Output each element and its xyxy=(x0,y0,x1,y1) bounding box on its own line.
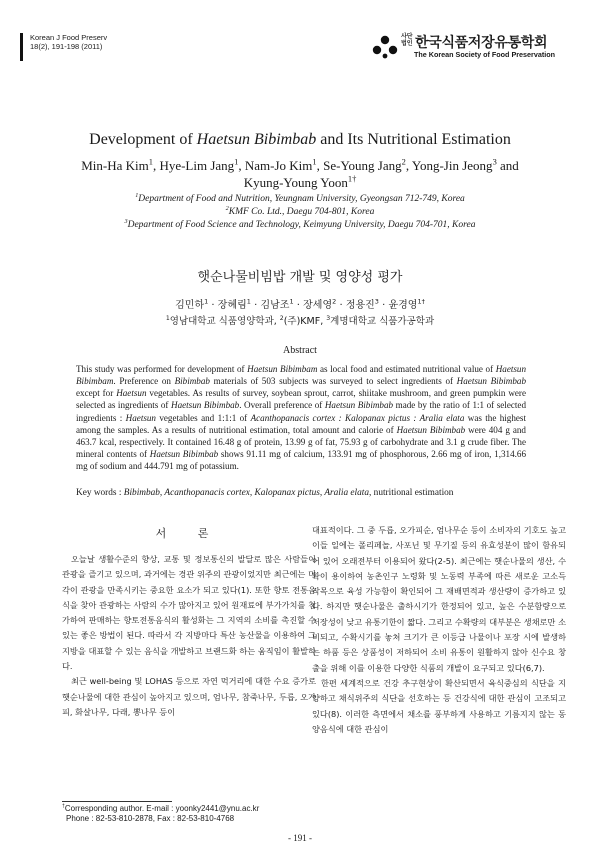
korean-affiliations: $^1$영남대학교 식품영양학과, $^2$(주)KMF, $^3$계명대학교 식품가공학과 xyxy=(165,314,435,327)
abstract-body: This study was performed for development of Haetsun Bibimbam as local food and estimated nutritional value of Haetsun Bibimbam. Preference on Bibimbab materials of 503 subjects was surveyed to select ingredients of Haetsun Bibimbab except for Haetsun vegetables. As results of survey, soybean sprout, carrot, shiitake mushroom, and green pumpkin were selected as ingredients of Haetsun Bibimbab. Overall preference of Haetsun Bibimbab made by the ratio of 1:1 of selected ingredients : Haetsun vegetables and 1:1:1 of Acanthopanacis cortex : Kalopanax pictus : Aralia elata was the highest among the samples. As a results of nutritional estimation, total amount and calorie of Haetsun Bibimbab were 404 g and 463.7 kcal, respectively. It contained 16.48 g of protein, 13.99 g of fat, 75.93 g of carbohydrate and 3.1 g crude fiber. The mineral contents of Haetsun Bibimbab shows 91.11 mg of calcium, 133.91 mg of phosphorous, 2.66 mg of iron, 1,314.66 mg of sodium and 444.791 mg of potassium. xyxy=(76,364,527,472)
corresponding-author-footnote: †Corresponding author. E-mail : yoonky2441@ynu.ac.kr Phone : 82-53-810-2878, Fax : 82-53-810-4768 xyxy=(62,803,260,823)
journal-marker-bar xyxy=(20,33,23,61)
abstract-heading: Abstract xyxy=(283,345,317,356)
page-number: - 191 - xyxy=(288,833,312,843)
keywords-items: Bibimbab, Acanthopanacis cortex, Kalopanax pictus, Aralia elata xyxy=(123,488,370,498)
intro-paragraph-3: 한편 세계적으로 건강 추구현상이 확산되면서 육식중심의 식단을 지양하고 채식위주의 식단을 선호하는 등 건강식에 대한 관심이 고조되고 있다(8). 이러한 측면에서 채소를 풍부하게 사용하고 기름지지 않는 동양음식에 대한 관심이 xyxy=(312,677,566,734)
journal-volume: 18(2), 191-198 (2011) xyxy=(30,42,103,51)
paper-title: Development of Haetsun Bibimbab and Its Nutritional Estimation xyxy=(89,131,511,148)
korean-author-list: 김민하$^1$ · 장혜림$^1$ · 김남조$^1$ · 장세영$^2$ · 정용진$^3$ · 윤경영$^{1\dagger}$ xyxy=(175,297,425,311)
intro-paragraph-2: 최근 well-being 및 LOHAS 등으로 자연 먹거리에 대한 수요 증가로 햇순나물에 대한 관심이 높아지고 있으며, 엄나무, 참죽나무, 두릅, 오가피, 화살나무, 다래, 뽕나무 등이 xyxy=(62,676,316,717)
society-name-korean: 한국식품저장유통학회 xyxy=(415,35,548,51)
society-name-english: The Korean Society of Food Preservation xyxy=(414,50,555,59)
society-logo-icon xyxy=(368,33,402,59)
korean-title: 햇순나물비빔밥 개발 및 영양성 평가 xyxy=(197,270,403,285)
section-heading-introduction: 서 론 xyxy=(155,527,223,540)
affiliation-1: $^1$Department of Food and Nutrition, Yeungnam University, Gyeongsan 712-749, Korea xyxy=(135,192,465,204)
keywords-line: Key words : Bibimbab, Acanthopanacis cortex, Kalopanax pictus, Aralia elata, nutritional estimation xyxy=(76,488,454,498)
body-column-right xyxy=(312,523,566,737)
affiliation-3: $^3$Department of Food Science and Technology, Keimyung University, Daegu 704-701, Korea xyxy=(124,218,476,230)
keywords-label: Key words : xyxy=(76,488,124,498)
journal-name: Korean J Food Preserv xyxy=(30,33,108,42)
footnote-divider xyxy=(62,801,172,802)
body-column-left xyxy=(62,552,316,720)
society-type-label: 사단 법인 xyxy=(401,34,413,47)
affiliation-2: $^2$KMF Co. Ltd., Daegu 704-801, Korea xyxy=(225,205,375,217)
author-list-continued: Kyung-Young Yoon$^{1\dagger}$ xyxy=(243,173,357,190)
intro-paragraph-1: 오늘날 생활수준의 향상, 교통 및 정보통신의 발달로 많은 사람들이 관광을 즐기고 있으며, 과거에는 경관 위주의 관광이었지만 최근에는 미각이 관광을 만족시키는 중요한 요소가 되고 있다(1). 또한 향토 전통음식을 찾아 관광하는 사람의 수가 많아지고 있어 원재료에 부가가치를 첨가하여 판매하는 향토전통음식의 활성화는 그 지역의 소비를 촉진할 수 있는 좋은 방법이 된다. 따라서 각 지방마다 특산 농산물을 이용하여 그 지방을 대표할 수 있는 음식을 개발하고 브랜드화 하는 움직임이 활발하다. xyxy=(62,554,316,672)
author-list: Min-Ha Kim$^1$, Hye-Lim Jang$^1$, Nam-Jo Kim$^1$, Se-Young Jang$^2$, Yong-Jin Jeong$^3$ and xyxy=(81,156,519,173)
journal-citation xyxy=(30,33,107,51)
intro-paragraph-2-continued: 대표적이다. 그 중 두릅, 오가피순, 엄나무순 등이 소비자의 기호도 높고 이들 일에는 폴리페놀, 사포닌 및 무기질 등의 유효성분이 많이 함유되어 있어 오래전부터 이용되어 왔다(2-5). 최근에는 햇순나물의 생산, 수확이 용이하여 농촌인구 노령화 및 노동력 부족에 따른 새로운 고소득 작목으로 육성 가능함이 확인되어 그 재배면적과 생산량이 증가하고 있다. 하지만 햇순나물은 출하시기가 한정되어 있고, 높은 수분함량으로 저장성이 낮고 유통기한이 짧다. 그리고 수확량의 대부분은 생채로만 소비되고, 수확시기를 놓쳐 크기가 큰 이등급 나물이나 포장 시에 발생하는 하품 등은 상품성이 저하되어 소비 유통이 원활하지 않아 신수요 창출을 위해 이를 이용한 다양한 식품의 개발이 요구되고 있다(6,7). xyxy=(312,525,566,673)
